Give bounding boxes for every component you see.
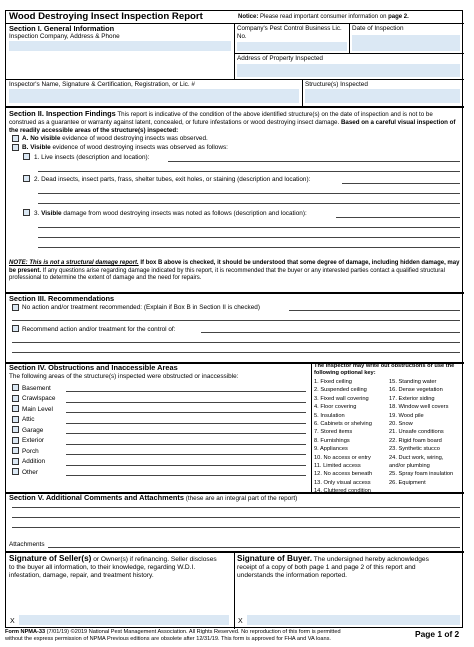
item2-line[interactable] [38,193,460,194]
key-item: 4. Floor covering [314,404,357,411]
item3-line[interactable] [38,237,460,238]
section2-intro: Section II. Inspection Findings This report is indicative of the condition of the above identified structure(s) on the date of inspection and is not to be construed as a guarantee or warranty against latent, concealed, or future infestations or wood destroying insect damage. Based on a careful visual inspection of the readily accessible areas of the structure(s) inspected: [9,109,456,134]
key-item: 11. Limited access [314,463,361,470]
item2-label: 2. Dead insects, insect parts, frass, shelter tubes, exit holes, or staining (description and location): [34,176,311,183]
area-checkbox[interactable] [12,447,19,454]
key-item: 10. No access or entry [314,454,371,461]
key-item: 7. Stored items [314,429,353,436]
option-a-text: A. No visible evidence of wood destroying insects was observed. [22,135,208,142]
key-item: 17. Exterior siding [389,395,435,402]
no-action-line[interactable] [289,310,460,311]
address-field[interactable] [237,64,460,77]
checkbox-recommend[interactable] [12,325,19,332]
key-item: 23. Synthetic stucco [389,446,440,453]
option-b-text: B. Visible evidence of wood destroying insects was observed as follows: [22,144,228,151]
seller-block: Signature of Seller(s) or Owner(s) if refinancing. Seller discloses to the buyer all information, to their knowledge, regarding W.D.I. infestation, damage, repair, and treatment history. [9,554,217,580]
area-line[interactable] [66,433,306,434]
item1-line[interactable] [38,171,460,172]
area-label: Exterior [22,437,45,444]
key-item: 26. Equipment [389,479,426,486]
key-item: 16. Dense vegetation [389,387,443,394]
item3-line[interactable] [38,227,460,228]
key-item: 24. Duct work, wiring, [389,454,444,461]
area-label: Other [22,468,38,476]
item1-label: 1. Live insects (description and location): [34,154,150,161]
area-checkbox[interactable] [12,416,19,423]
comments-line[interactable] [12,527,460,528]
section3-heading: Section III. Recommendations [9,294,115,303]
seller-x-mark: X [10,618,15,625]
area-line[interactable] [66,412,306,413]
notice-text: Notice: Please read important consumer information on page 2. [238,14,409,20]
area-line[interactable] [66,423,306,424]
area-checkbox[interactable] [12,384,19,391]
key-item: 3. Fixed wall covering [314,395,369,402]
area-checkbox[interactable] [12,458,19,465]
date-label: Date of Inspection [352,25,404,32]
structures-field[interactable] [305,89,460,103]
area-line[interactable] [66,391,306,392]
key-item: 14. Cluttered condition [314,488,371,495]
date-field[interactable] [352,35,460,51]
seller-signature-field[interactable] [19,615,229,625]
area-label: Porch [22,447,39,455]
page-number: Page 1 of 2 [415,629,460,639]
section1-heading: Section I. General Information [9,24,115,33]
key-item: 6. Cabinets or shelving [314,421,372,428]
recommend-line[interactable] [201,332,460,333]
item1-line[interactable] [168,161,460,162]
area-label: Garage [22,426,44,434]
area-checkbox[interactable] [12,395,19,402]
key-item: 18. Window well covers [389,404,449,411]
area-label: Attic [22,416,35,423]
key-item: 13. Only visual access [314,479,371,486]
buyer-block: Signature of Buyer. The undersigned hereby acknowledges receipt of a copy of both page 1 and page 2 of this report and understands the information reported. [237,554,429,580]
attachments-line[interactable] [48,547,460,548]
section5-heading-row: Section V. Additional Comments and Attachments (these are an integral part of the report) [9,493,298,502]
structures-label: Structure(s) Inspected [305,81,368,88]
section4-heading: Section IV. Obstructions and Inaccessible Areas [9,363,178,372]
comments-line[interactable] [12,507,460,508]
item2-line[interactable] [38,203,460,204]
area-label: Basement [22,384,51,392]
attachments-label: Attachments [9,541,45,548]
buyer-x-mark: X [238,618,243,625]
key-item: 25. Spray foam insulation [389,471,454,478]
no-action-line[interactable] [12,320,460,321]
key-item: 1. Fixed ceiling [314,379,352,385]
key-item: and/or plumbing [389,463,430,470]
area-line[interactable] [66,454,306,455]
no-action-label: No action and/or treatment recommended: (Explain if Box B in Section II is checked) [22,304,260,311]
item2-line[interactable] [342,183,460,184]
checkbox-visible[interactable] [12,144,19,151]
key-list-left [314,378,372,496]
comments-line[interactable] [12,517,460,518]
buyer-signature-field[interactable] [247,615,460,625]
inspector-label: Inspector's Name, Signature & Certification, Registration, or Lic. # [9,81,195,88]
key-item: 12. No access beneath [314,471,373,478]
area-checkbox[interactable] [12,468,19,475]
item3-label: 3. Visible damage from wood destroying insects was noted as follows (description and location): [34,210,307,217]
report-form [5,10,463,628]
key-list-right [389,378,453,487]
area-label: Addition [22,458,46,465]
recommend-line[interactable] [12,342,460,343]
checkbox-visible-damage[interactable] [23,209,30,216]
key-item: 9. Appliances [314,446,348,453]
key-item: 15. Standing water [389,379,437,385]
area-line[interactable] [66,465,306,466]
area-line[interactable] [66,475,306,476]
key-item: 21. Unsafe conditions [389,429,444,436]
key-item: 22. Rigid foam board [389,437,442,444]
key-item: 20. Snow [389,421,413,428]
damage-note: NOTE: This is not a structural damage report. If box B above is checked, it should be understood that some degree of damage, including hidden damage, may be present. If any questions arise regarding damage indicated by this report, it is recommended that the buyer or any interested parties contact a qualified structural professional to determine the extent of damage and the need for repairs. [9,260,460,281]
footer-legal: Form NPMA-33 (7/01/19) ©2019 National Pest Management Association. All Rights Reserved. No reproduction of this form is permitted without the express permission of NPMA Previous editions are obsolete after 12/31/19. This form is approved for FHA and VA loans. [5,629,341,642]
form-title: Wood Destroying Insect Inspection Report [9,11,203,22]
checkbox-live-insects[interactable] [23,153,30,160]
company-label: Inspection Company, Address & Phone [9,33,120,40]
area-checkbox[interactable] [12,426,19,433]
area-checkbox[interactable] [12,405,19,412]
recommend-line[interactable] [12,352,460,353]
checkbox-dead-insects[interactable] [23,175,30,182]
key-item: 19. Wood pile [389,412,424,419]
key-title: The inspector may write out obstructions or use the following optional key: [314,363,455,377]
area-label: Crawlspace [22,395,56,402]
area-line[interactable] [66,444,306,445]
area-checkbox[interactable] [12,437,19,444]
checkbox-no-visible[interactable] [12,135,19,142]
item3-line[interactable] [336,217,460,218]
area-label: Main Level [22,405,53,413]
checkbox-no-action[interactable] [12,304,19,311]
item3-line[interactable] [38,247,460,248]
license-field[interactable] [237,42,347,51]
address-label: Address of Property Inspected [237,55,323,62]
recommend-label: Recommend action and/or treatment for the control of: [22,326,176,333]
key-item: 8. Furnishings [314,437,350,444]
inspector-field[interactable] [9,89,299,103]
key-item: 5. Insulation [314,412,345,419]
key-item: 2. Suspended ceiling [314,387,367,394]
area-line[interactable] [66,402,306,403]
company-field[interactable] [9,41,231,51]
section4-subtext: The following areas of the structure(s) inspected were obstructed or inaccessible: [9,373,239,380]
license-label: Company's Pest Control Business Lic. No. [237,25,342,40]
